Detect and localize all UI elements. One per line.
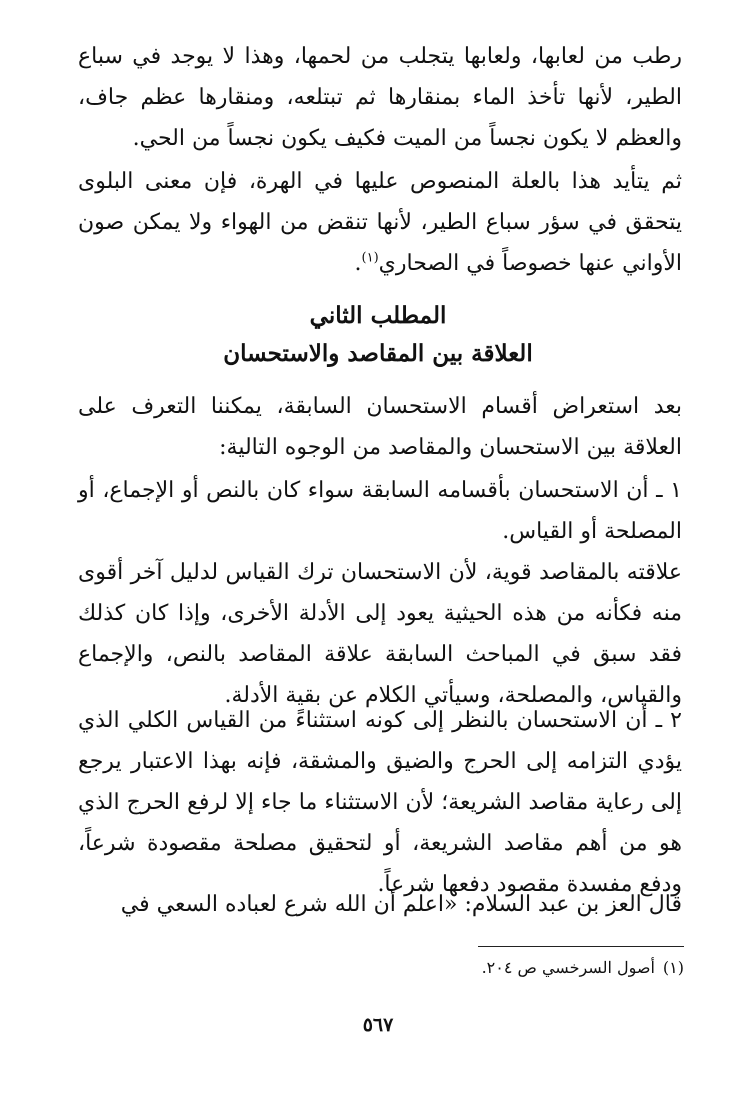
point-2: ٢ ـ أن الاستحسان بالنظر إلى كونه استثناءً من القياس الكلي الذي يؤدي التزامه إلى الحرج والضيق والمشقة، فإنه بهذا الاعتبار يرجع إلى رعاية مقاصد الشريعة؛ لأن الاستثناء ما جاء إلا لرفع الحرج الذي هو من أهم مقاصد الشريعة، أو لتحقيق مصلحة مقصودة شرعاً، ودفع مفسدة مقصود دفعها شرعاً. bbox=[78, 708, 682, 897]
point-1-explanation: علاقته بالمقاصد قوية، لأن الاستحسان ترك القياس لدليل آخر أقوى منه فكأنه من هذه الحيثية يعود إلى الأدلة الأخرى، وإذا كان كذلك فقد سبق في المباحث السابقة علاقة المقاصد بالنص، والإجماع والقياس، والمصلحة، وسيأتي الكلام عن بقية الأدلة. bbox=[78, 560, 682, 708]
quote-paragraph: قال العز بن عبد السلام: «اعلم أن الله شرع لعباده السعي في bbox=[120, 892, 682, 917]
footnote-text: أصول السرخسي ص ٢٠٤. bbox=[481, 958, 655, 977]
page-number: ٥٦٧ bbox=[362, 1014, 394, 1036]
footnote-reference: (١) bbox=[361, 250, 379, 266]
section-title: المطلب الثاني bbox=[309, 302, 447, 329]
paragraph-1-text: رطب من لعابها، ولعابها يتجلب من لحمها، وهذا لا يوجد في سباع الطير، لأنها تأخذ الماء بمنقارها ثم تبتلعه، ومنقارها عظم جاف، والعظم لا يكون نجساً من الميت فكيف يكون نجساً من الحي. bbox=[78, 44, 682, 151]
paragraph-2-text: ثم يتأيد هذا بالعلة المنصوص عليها في الهرة، فإن معنى البلوى يتحقق في سؤر سباع الطير، لأنها تنقض من الهواء ولا يمكن صون الأواني عنها خصوصاً في الصحاري bbox=[78, 169, 682, 276]
footnote-separator bbox=[478, 946, 684, 947]
footnote bbox=[482, 958, 684, 977]
paragraph-1 bbox=[78, 36, 682, 159]
section-subtitle: العلاقة بين المقاصد والاستحسان bbox=[223, 340, 533, 367]
intro-paragraph: بعد استعراض أقسام الاستحسان السابقة، يمكننا التعرف على العلاقة بين الاستحسان والمقاصد من الوجوه التالية: bbox=[78, 394, 682, 460]
paragraph-2: ثم يتأيد هذا بالعلة المنصوص عليها في الهرة، فإن معنى البلوى يتحقق في سؤر سباع الطير، لأنها تنقض من الهواء ولا يمكن صون الأواني عنها خصوصاً في الصحاري$^{(١)}$. bbox=[78, 169, 682, 276]
point-1: ١ ـ أن الاستحسان بأقسامه السابقة سواء كان بالنص أو الإجماع، أو المصلحة أو القياس. bbox=[78, 478, 682, 544]
footnote-number: (١) bbox=[662, 958, 684, 977]
